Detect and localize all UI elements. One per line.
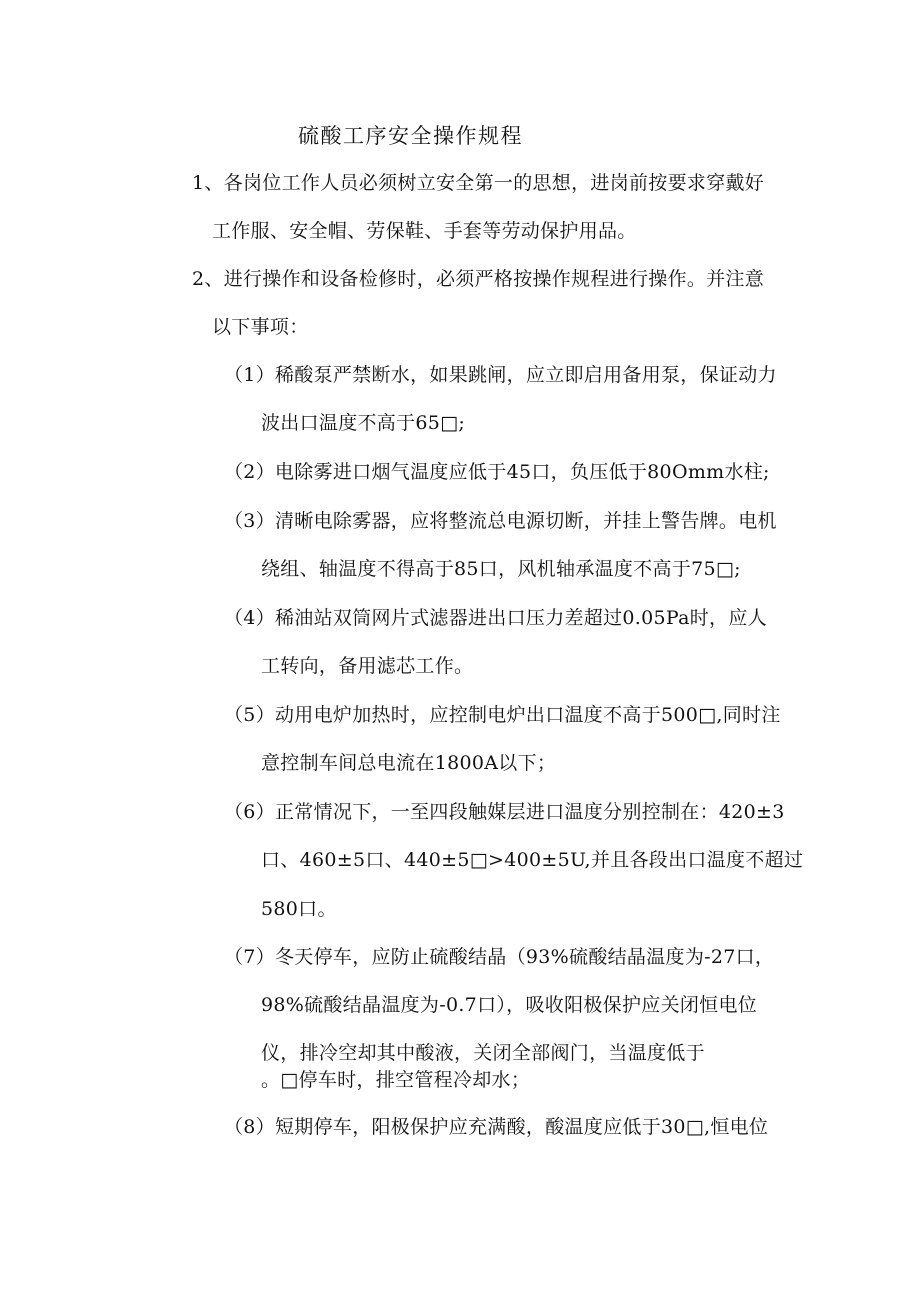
paragraph-line: （1）稀酸泵严禁断水，如果跳闸，应立即启用备用泵，保证动力 (224, 364, 777, 386)
paragraph-line: 绕组、轴温度不得高于85口，风机轴承温度不高于75□; (261, 558, 741, 580)
paragraph-line: 工转向，备用滤芯工作。 (261, 655, 474, 677)
paragraph-line: 以下事项： (212, 316, 309, 338)
paragraph-line: （6）正常情况下，一至四段触媒层进口温度分别控制在：420±3 (224, 801, 785, 823)
document-title: 硫酸工序安全操作规程 (298, 124, 523, 148)
paragraph-line: 1、各岗位工作人员必须树立安全第一的思想，进岗前按要求穿戴好 (192, 172, 765, 194)
paragraph-line: （8）短期停车，阳极保护应充满酸，酸温度应低于30□,恒电位 (224, 1116, 769, 1138)
paragraph-line: （3）清晰电除雾器，应将整流总电源切断，并挂上警告牌。电机 (224, 510, 777, 532)
paragraph-line: （2）电除雾进口烟气温度应低于45口，负压低于80Omm水柱; (224, 461, 770, 483)
paragraph-line: 意控制车间总电流在1800A以下； (261, 752, 557, 774)
paragraph-line: 波出口温度不高于65□; (261, 412, 466, 434)
paragraph-line: （5）动用电炉加热时，应控制电炉出口温度不高于500□,同时注 (224, 704, 781, 726)
paragraph-line: （4）稀油站双筒网片式滤器进出口压力差超过0.05Pa时，应人 (224, 607, 767, 629)
paragraph-line: 580口。 (261, 898, 337, 920)
paragraph-line: 。□停车时，排空管程冷却水； (261, 1069, 531, 1091)
paragraph-line: 仪，排冷空却其中酸液，关闭全部阀门，当温度低于 (261, 1042, 705, 1064)
paragraph-line: （7）冬天停车，应防止硫酸结晶（93%硫酸结晶温度为-27口， (224, 946, 775, 968)
paragraph-line: 工作服、安全帽、劳保鞋、手套等劳动保护用品。 (212, 220, 637, 242)
paragraph-line: 2、进行操作和设备检修时，必须严格按操作规程进行操作。并注意 (192, 268, 765, 290)
paragraph-line: 98%硫酸结晶温度为-0.7口），吸收阳极保护应关闭恒电位 (261, 994, 758, 1016)
paragraph-line: 口、460±5口、440±5□>400±5U,并且各段出口温度不超过 (261, 849, 804, 871)
